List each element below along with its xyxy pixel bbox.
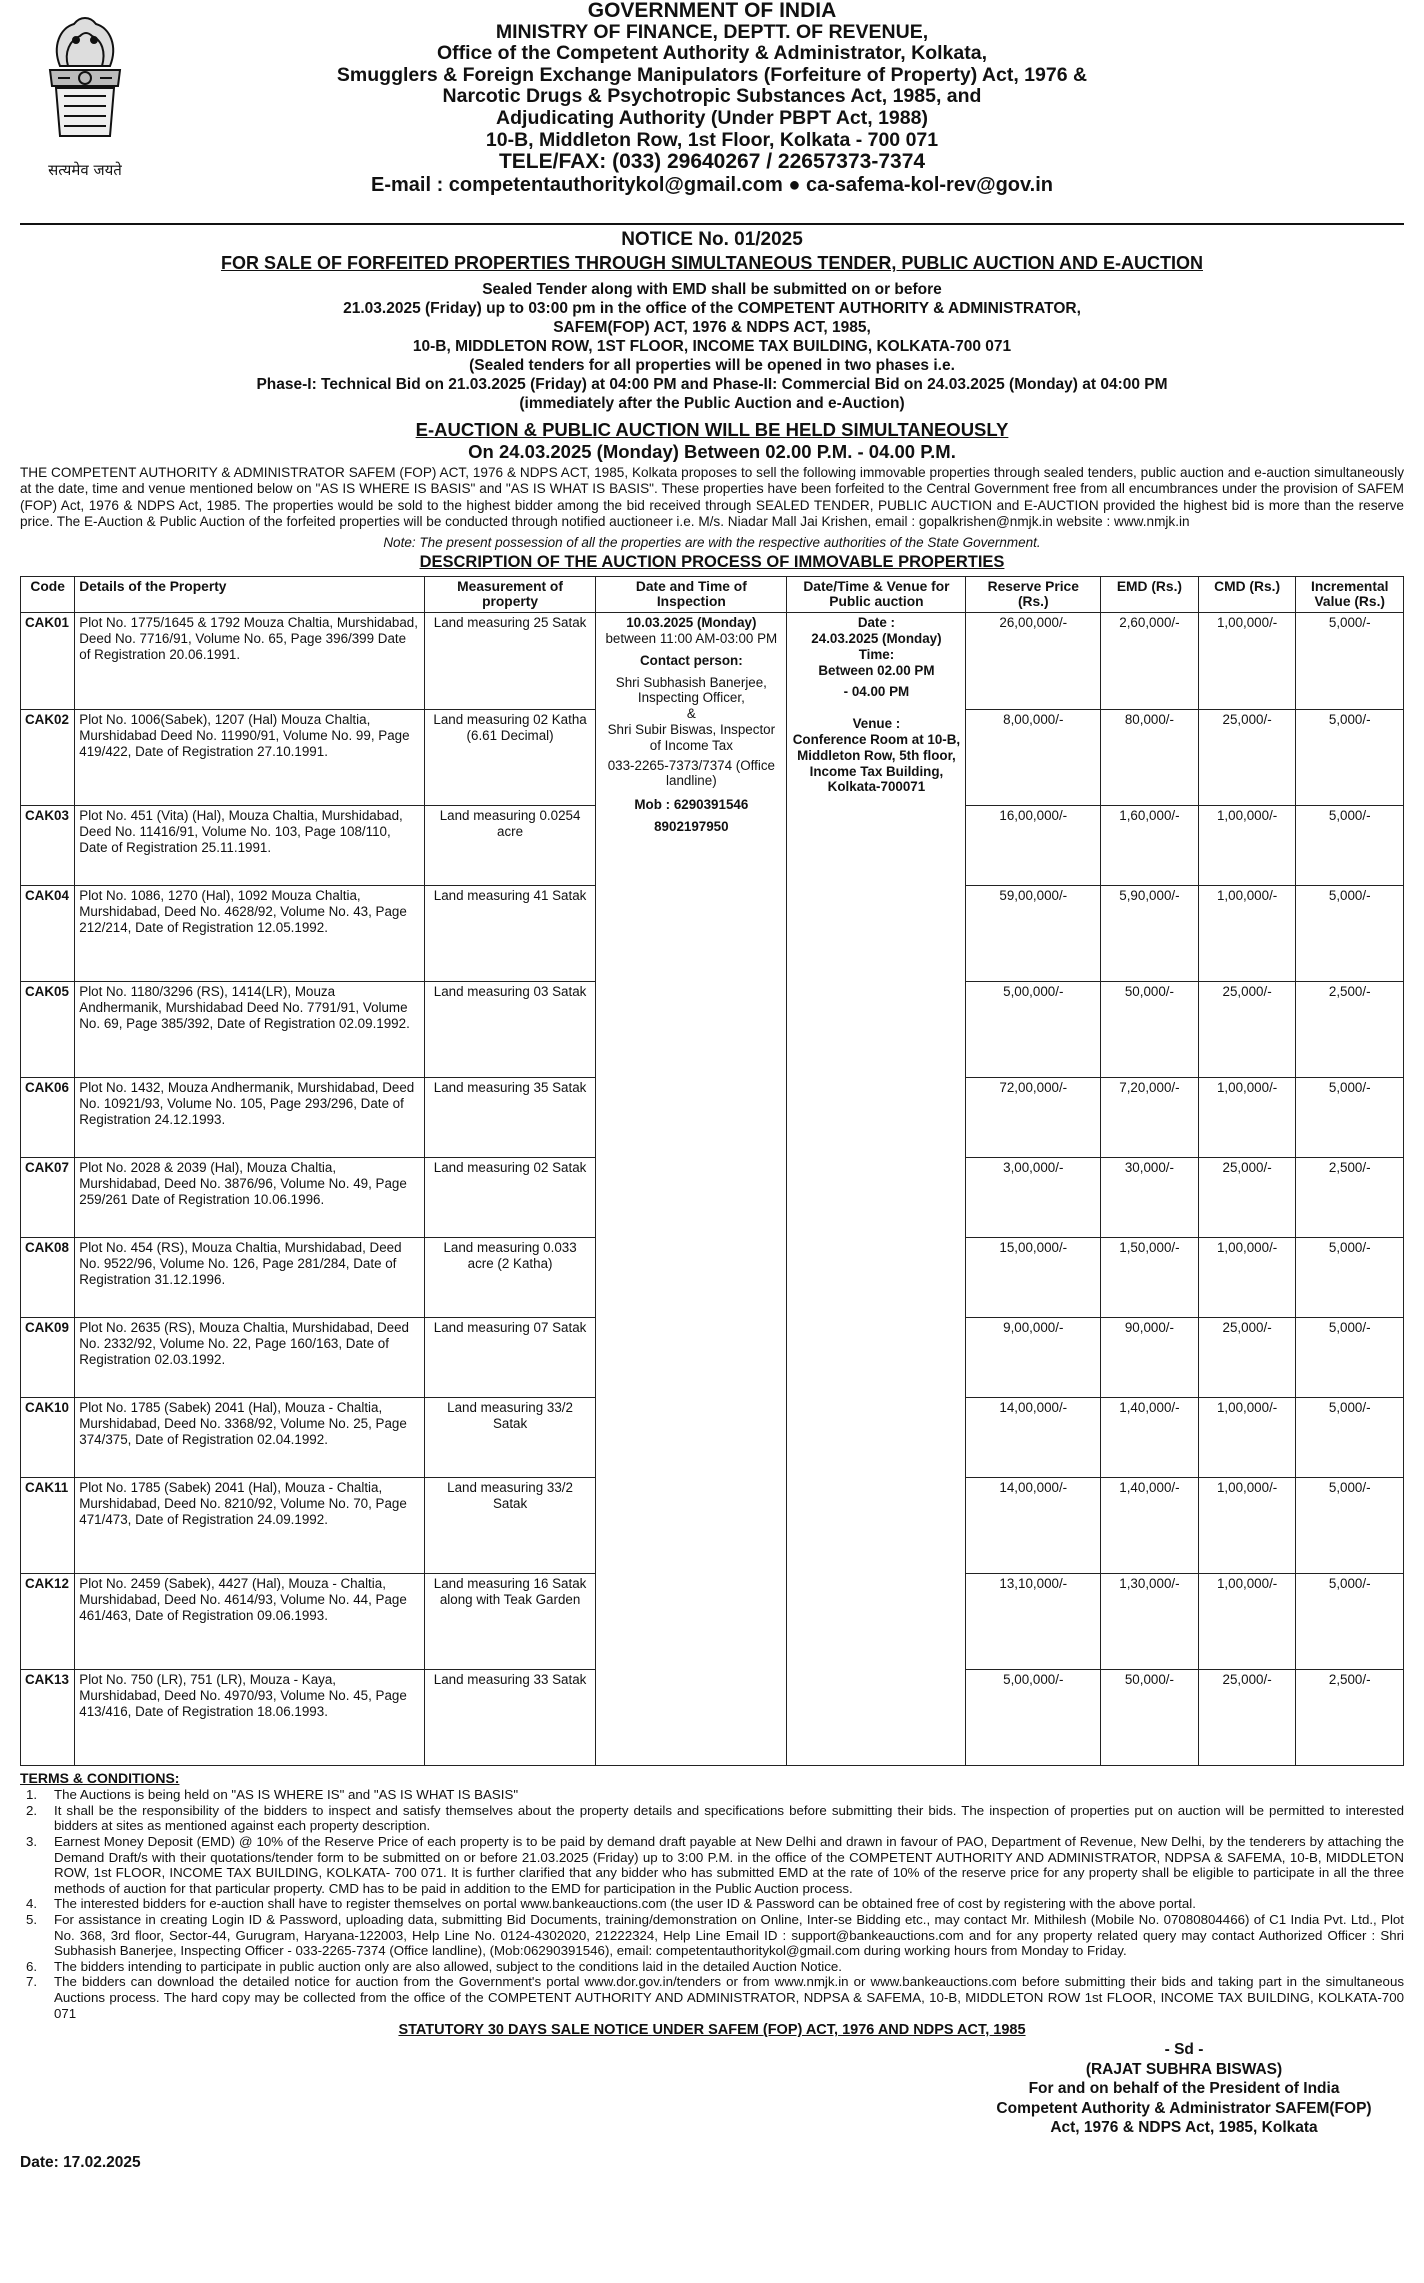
property-code: CAK13 bbox=[21, 1670, 75, 1766]
property-details: Plot No. 1086, 1270 (Hal), 1092 Mouza Chaltia, Murshidabad, Deed No. 4628/92, Volume No. 43, Page 212/214, Date of Registration 12.05.1992. bbox=[75, 886, 425, 982]
reserve-price: 3,00,000/- bbox=[966, 1158, 1101, 1238]
reserve-price: 15,00,000/- bbox=[966, 1238, 1101, 1318]
cmd-value: 1,00,000/- bbox=[1198, 1238, 1296, 1318]
property-details: Plot No. 1432, Mouza Andhermanik, Murshidabad, Deed No. 10921/93, Volume No. 105, Page 293/296, Date of Registration 24.12.1993. bbox=[75, 1078, 425, 1158]
property-code: CAK01 bbox=[21, 613, 75, 710]
venue-address: Conference Room at 10-B, Middleton Row, 5th floor, Income Tax Building, Kolkata-700071 bbox=[792, 732, 961, 795]
list-item: 7. The bidders can download the detailed notice for auction from the Government's portal www.dor.gov.in/tenders or from www.nmjk.in or www.bankeauctions.com before submitting their bids and taking part in the simultaneous Auctions process. The hard copy may be collected from the office of the COMPETENT AUTHORITY AND ADMINISTRATOR, NDPSA & SAFEMA, 10-B, MIDDLETON ROW 1st FLOOR, INCOME TAX BUILDING, KOLKATA-700 071 bbox=[26, 1974, 1404, 2021]
tender-line: (immediately after the Public Auction and e-Auction) bbox=[519, 395, 905, 412]
reserve-price: 16,00,000/- bbox=[966, 806, 1101, 886]
signature-block bbox=[974, 2040, 1394, 2138]
header-line-1: GOVERNMENT OF INDIA bbox=[587, 0, 837, 22]
inspection-date: 10.03.2025 (Monday) bbox=[626, 615, 757, 631]
signatory-line-2: Competent Authority & Administrator SAFEM(FOP) bbox=[996, 2099, 1372, 2117]
property-details: Plot No. 1180/3296 (RS), 1414(LR), Mouza Andhermanik, Murshidabad Deed No. 7791/91, Volume No. 69, Page 385/392, Date of Registration 02.09.1992. bbox=[75, 982, 425, 1078]
inspection-cell bbox=[596, 613, 787, 1766]
incremental-value: 5,000/- bbox=[1296, 806, 1404, 886]
incremental-value: 5,000/- bbox=[1296, 1078, 1404, 1158]
emd-value: 30,000/- bbox=[1101, 1158, 1199, 1238]
property-details: Plot No. 1006(Sabek), 1207 (Hal) Mouza Chaltia, Murshidabad Deed No. 11990/91, Volume No. 99, Page 419/422, Date of Registration 27.10.1991. bbox=[75, 710, 425, 806]
property-code: CAK06 bbox=[21, 1078, 75, 1158]
cmd-value: 1,00,000/- bbox=[1198, 806, 1296, 886]
incremental-value: 5,000/- bbox=[1296, 1238, 1404, 1318]
reserve-price: 9,00,000/- bbox=[966, 1318, 1101, 1398]
venue-label: Venue : bbox=[852, 716, 901, 732]
tender-line: Sealed Tender along with EMD shall be submitted on or before bbox=[482, 281, 942, 298]
contact-mobile: Mob : 6290391546 bbox=[634, 797, 749, 813]
property-measurement: Land measuring 0.0254 acre bbox=[424, 806, 596, 886]
property-measurement: Land measuring 33/2 Satak bbox=[424, 1478, 596, 1574]
col-header: Reserve Price (Rs.) bbox=[966, 576, 1101, 613]
incremental-value: 5,000/- bbox=[1296, 1398, 1404, 1478]
property-code: CAK07 bbox=[21, 1158, 75, 1238]
letterhead bbox=[20, 0, 1404, 222]
incremental-value: 5,000/- bbox=[1296, 613, 1404, 710]
list-item: 4. The interested bidders for e-auction shall have to register themselves on portal www.bankeauctions.com (the user ID & Password can be obtained free of cost by registering with the above portal. bbox=[26, 1896, 1196, 1912]
cmd-value: 25,000/- bbox=[1198, 1318, 1296, 1398]
emd-value: 1,40,000/- bbox=[1101, 1478, 1199, 1574]
list-item: 5. For assistance in creating Login ID & Password, uploading data, submitting Bid Documents, training/demonstration on Online, Inter-se Bidding etc., may contact Mr. Mithilesh (Mobile No. 07080804466) of C1 India Pvt. Ltd., Plot No. 368, 3rd floor, Sector-44, Gurugram, Haryana-122003, Help Line No. 0124-4302020, 21222324, Help Line Email ID : support@bankeauctions.com and for any property related query may contact Authorized Officer : Shri Subhasish Banerjee, Inspecting Officer - 033-2265-7374 (Office landline), (Mob:06290391546), email: competentauthoritykol@gmail.com during working hours from Monday to Friday. bbox=[26, 1911, 1404, 1959]
header-line-4: Smugglers & Foreign Exchange Manipulators (Forfeiture of Property) Act, 1976 & bbox=[336, 63, 1088, 86]
terms-list bbox=[20, 1787, 1404, 2021]
property-details: Plot No. 1785 (Sabek) 2041 (Hal), Mouza - Chaltia, Murshidabad, Deed No. 3368/92, Volume No. 25, Page 374/375, Date of Registration 02.04.1992. bbox=[75, 1398, 425, 1478]
header-line-7: 10-B, Middleton Row, 1st Floor, Kolkata - 700 071 bbox=[485, 128, 939, 151]
tender-details bbox=[20, 280, 1404, 413]
property-measurement: Land measuring 02 Katha (6.61 Decimal) bbox=[424, 710, 596, 806]
property-measurement: Land measuring 0.033 acre (2 Katha) bbox=[424, 1238, 596, 1318]
table-row bbox=[21, 613, 1404, 710]
reserve-price: 13,10,000/- bbox=[966, 1574, 1101, 1670]
list-item: 6. The bidders intending to participate in public auction only are also allowed, subject to the conditions laid in the detailed Auction Notice. bbox=[26, 1958, 842, 1974]
contact-amp: & bbox=[686, 706, 696, 722]
contact-person-1: Shri Subhasish Banerjee, Inspecting Officer, bbox=[615, 674, 767, 706]
incremental-value: 5,000/- bbox=[1296, 1478, 1404, 1574]
signatory-line-3: Act, 1976 & NDPS Act, 1985, Kolkata bbox=[1050, 2119, 1318, 2137]
reserve-price: 5,00,000/- bbox=[966, 1670, 1101, 1766]
signatory-name: (RAJAT SUBHRA BISWAS) bbox=[1085, 2060, 1283, 2078]
venue-cell bbox=[787, 613, 966, 1766]
property-code: CAK03 bbox=[21, 806, 75, 886]
venue-time-2: - 04.00 PM bbox=[843, 684, 910, 700]
property-code: CAK08 bbox=[21, 1238, 75, 1318]
col-header: EMD (Rs.) bbox=[1101, 576, 1199, 613]
tender-line: Phase-I: Technical Bid on 21.03.2025 (Friday) at 04:00 PM and Phase-II: Commercial Bid on 24.03.2025 (Monday) at 04:00 PM bbox=[256, 376, 1168, 393]
incremental-value: 5,000/- bbox=[1296, 1318, 1404, 1398]
header-line-2: MINISTRY OF FINANCE, DEPTT. OF REVENUE, bbox=[495, 20, 929, 43]
auction-heading: E-AUCTION & PUBLIC AUCTION WILL BE HELD SIMULTANEOUSLY bbox=[415, 419, 1009, 440]
venue-time: Between 02.00 PM bbox=[818, 662, 935, 678]
reserve-price: 8,00,000/- bbox=[966, 710, 1101, 806]
reserve-price: 72,00,000/- bbox=[966, 1078, 1101, 1158]
cmd-value: 25,000/- bbox=[1198, 710, 1296, 806]
header-line-8: TELE/FAX: (033) 29640267 / 22657373-7374 bbox=[498, 150, 926, 174]
statutory-notice: STATUTORY 30 DAYS SALE NOTICE UNDER SAFEM (FOP) ACT, 1976 AND NDPS ACT, 1985 bbox=[398, 2022, 1026, 2039]
property-measurement: Land measuring 03 Satak bbox=[424, 982, 596, 1078]
contact-mobile-2: 8902197950 bbox=[654, 818, 729, 834]
emd-value: 50,000/- bbox=[1101, 982, 1199, 1078]
property-table bbox=[20, 576, 1404, 1767]
header-line-5: Narcotic Drugs & Psychotropic Substances Act, 1985, and bbox=[442, 85, 982, 108]
emd-value: 1,40,000/- bbox=[1101, 1398, 1199, 1478]
emd-value: 50,000/- bbox=[1101, 1670, 1199, 1766]
property-details: Plot No. 1775/1645 & 1792 Mouza Chaltia, Murshidabad, Deed No. 7716/91, Volume No. 65, Page 396/399 Date of Registration 20.06.1991. bbox=[75, 613, 425, 710]
cmd-value: 1,00,000/- bbox=[1198, 886, 1296, 982]
emd-value: 5,90,000/- bbox=[1101, 886, 1199, 982]
cmd-value: 25,000/- bbox=[1198, 982, 1296, 1078]
contact-person-2: Shri Subir Biswas, Inspector of Income Tax bbox=[607, 722, 776, 753]
list-item: 1. The Auctions is being held on "AS IS WHERE IS" and "AS IS WHAT IS BASIS" bbox=[26, 1787, 519, 1803]
table-heading: DESCRIPTION OF THE AUCTION PROCESS OF IMMOVABLE PROPERTIES bbox=[419, 552, 1005, 571]
list-item: 3. Earnest Money Deposit (EMD) @ 10% of the Reserve Price of each property is to be paid by demand draft payable at New Delhi and drawn in favour of PAO, Department of Revenue, New Delhi, by the tenderers by attaching the Demand Draft/s with their quotations/tender form to be submitted on or before 21.03.2025 (Friday) up to 3:00 P.M. in the office of the COMPETENT AUTHORITY AND ADMINISTRATOR, NDPSA & SAFEMA, 10-B, MIDDLETON ROW, 1st FLOOR, INCOME TAX BUILDING, KOLKATA- 700 071. It is further clarified that any bidder who has submitted EMD at the rate of 10% of the reserve price for any property shall be eligible to participate in all the three methods of auction for that particular property. CMD has to be paid in addition to the EMD for participation in the Public Auction process. bbox=[26, 1834, 1404, 1896]
col-header: Date/Time & Venue for Public auction bbox=[787, 576, 966, 613]
property-measurement: Land measuring 16 Satak along with Teak Garden bbox=[424, 1574, 596, 1670]
incremental-value: 5,000/- bbox=[1296, 1574, 1404, 1670]
signatory-line-1: For and on behalf of the President of India bbox=[1028, 2080, 1340, 2098]
property-measurement: Land measuring 41 Satak bbox=[424, 886, 596, 982]
reserve-price: 14,00,000/- bbox=[966, 1478, 1101, 1574]
terms-heading: TERMS & CONDITIONS: bbox=[20, 1770, 180, 1787]
notice-subject: FOR SALE OF FORFEITED PROPERTIES THROUGH SIMULTANEOUS TENDER, PUBLIC AUCTION AND E-AUCTION bbox=[220, 253, 1203, 273]
cmd-value: 1,00,000/- bbox=[1198, 613, 1296, 710]
property-details: Plot No. 451 (Vita) (Hal), Mouza Chaltia, Murshidabad, Deed No. 11416/91, Volume No. 103, Page 108/110, Date of Registration 25.11.1991. bbox=[75, 806, 425, 886]
emd-value: 1,30,000/- bbox=[1101, 1574, 1199, 1670]
incremental-value: 5,000/- bbox=[1296, 886, 1404, 982]
cmd-value: 1,00,000/- bbox=[1198, 1398, 1296, 1478]
col-header: Code bbox=[21, 576, 75, 613]
possession-note: Note: The present possession of all the properties are with the respective authorities of the State Government. bbox=[383, 534, 1041, 550]
list-item: 2. It shall be the responsibility of the bidders to inspect and satisfy themselves about the property details and specifications before submitting their bids. The inspection of properties put on auction will be permitted to interested bidders at sites as mentioned against each property description. bbox=[26, 1802, 1404, 1834]
venue-date-label: Date : bbox=[857, 615, 896, 631]
emd-value: 7,20,000/- bbox=[1101, 1078, 1199, 1158]
emblem-motto: सत्यमेव जयते bbox=[48, 161, 122, 179]
property-measurement: Land measuring 25 Satak bbox=[424, 613, 596, 710]
col-header: Details of the Property bbox=[75, 576, 425, 613]
emd-value: 1,50,000/- bbox=[1101, 1238, 1199, 1318]
table-header-row bbox=[21, 576, 1404, 613]
footer bbox=[20, 2038, 1404, 2178]
property-measurement: Land measuring 33 Satak bbox=[424, 1670, 596, 1766]
incremental-value: 2,500/- bbox=[1296, 1158, 1404, 1238]
property-code: CAK09 bbox=[21, 1318, 75, 1398]
header-line-3: Office of the Competent Authority & Administrator, Kolkata, bbox=[436, 42, 987, 65]
reserve-price: 59,00,000/- bbox=[966, 886, 1101, 982]
cmd-value: 1,00,000/- bbox=[1198, 1078, 1296, 1158]
reserve-price: 14,00,000/- bbox=[966, 1398, 1101, 1478]
tender-line: 10-B, MIDDLETON ROW, 1ST FLOOR, INCOME TAX BUILDING, KOLKATA-700 071 bbox=[412, 338, 1012, 355]
property-details: Plot No. 750 (LR), 751 (LR), Mouza - Kaya, Murshidabad, Deed No. 4970/93, Volume No. 45, Page 413/416, Date of Registration 18.06.1993. bbox=[75, 1670, 425, 1766]
property-code: CAK04 bbox=[21, 886, 75, 982]
property-measurement: Land measuring 07 Satak bbox=[424, 1318, 596, 1398]
tender-line: 21.03.2025 (Friday) up to 03:00 pm in the office of the COMPETENT AUTHORITY & ADMINISTRATOR, bbox=[343, 300, 1081, 317]
col-header: Date and Time of Inspection bbox=[596, 576, 787, 613]
property-measurement: Land measuring 02 Satak bbox=[424, 1158, 596, 1238]
reserve-price: 26,00,000/- bbox=[966, 613, 1101, 710]
header-divider bbox=[20, 223, 1404, 225]
property-measurement: Land measuring 35 Satak bbox=[424, 1078, 596, 1158]
incremental-value: 5,000/- bbox=[1296, 710, 1404, 806]
property-measurement: Land measuring 33/2 Satak bbox=[424, 1398, 596, 1478]
intro-paragraph: THE COMPETENT AUTHORITY & ADMINISTRATOR SAFEM (FOP) ACT, 1976 & NDPS ACT, 1985, Kolkata proposes to sell the following immovable properties through sealed tenders, public auction and e-auction simultaneously at the date, time and venue mentioned below on "AS IS WHERE IS BASIS" and "AS IS WHAT IS BASIS". These properties have been forfeited to the Central Government free from all encumbrances under the provision of SAFEM (FOP) Act, 1976 & NDPS Act, 1985. The properties would be sold to the highest bidder among the bid received through SEALED TENDER, PUBLIC AUCTION and E-AUCTION provided the highest bid is more than the reserve price. The E-Auction & Public Auction of the forfeited properties will be conducted through notified auctioneer i.e. M/s. Niadar Mall Jai Krishen, email : gopalkrishen@nmjk.in website : www.nmjk.in bbox=[20, 465, 1404, 530]
property-code: CAK11 bbox=[21, 1478, 75, 1574]
emd-value: 90,000/- bbox=[1101, 1318, 1199, 1398]
cmd-value: 25,000/- bbox=[1198, 1670, 1296, 1766]
venue-date: 24.03.2025 (Monday) bbox=[811, 631, 942, 647]
incremental-value: 2,500/- bbox=[1296, 982, 1404, 1078]
cmd-value: 25,000/- bbox=[1198, 1158, 1296, 1238]
property-code: CAK02 bbox=[21, 710, 75, 806]
cmd-value: 1,00,000/- bbox=[1198, 1574, 1296, 1670]
col-header: Incremental Value (Rs.) bbox=[1296, 576, 1404, 613]
header-line-6: Adjudicating Authority (Under PBPT Act, 1988) bbox=[496, 106, 928, 129]
emd-value: 1,60,000/- bbox=[1101, 806, 1199, 886]
emd-value: 2,60,000/- bbox=[1101, 613, 1199, 710]
notice-number: NOTICE No. 01/2025 bbox=[621, 229, 803, 250]
property-details: Plot No. 2635 (RS), Mouza Chaltia, Murshidabad, Deed No. 2332/92, Volume No. 22, Page 160/163, Date of Registration 02.03.1992. bbox=[75, 1318, 425, 1398]
property-details: Plot No. 2028 & 2039 (Hal), Mouza Chaltia, Murshidabad, Deed No. 3876/96, Volume No. 49, Page 259/261 Date of Registration 10.06.1996. bbox=[75, 1158, 425, 1238]
col-header: CMD (Rs.) bbox=[1198, 576, 1296, 613]
tender-line: (Sealed tenders for all properties will be opened in two phases i.e. bbox=[469, 357, 955, 374]
cmd-value: 1,00,000/- bbox=[1198, 1478, 1296, 1574]
property-code: CAK12 bbox=[21, 1574, 75, 1670]
notice-date: Date: 17.02.2025 bbox=[20, 2154, 141, 2172]
emd-value: 80,000/- bbox=[1101, 710, 1199, 806]
property-details: Plot No. 1785 (Sabek) 2041 (Hal), Mouza - Chaltia, Murshidabad, Deed No. 8210/92, Volume No. 70, Page 471/473, Date of Registration 24.09.1992. bbox=[75, 1478, 425, 1574]
reserve-price: 5,00,000/- bbox=[966, 982, 1101, 1078]
inspection-time: between 11:00 AM-03:00 PM bbox=[605, 631, 778, 647]
tender-line: SAFEM(FOP) ACT, 1976 & NDPS ACT, 1985, bbox=[553, 319, 871, 336]
contact-label: Contact person: bbox=[640, 652, 743, 668]
property-details: Plot No. 454 (RS), Mouza Chaltia, Murshidabad, Deed No. 9522/96, Volume No. 126, Page 281/284, Date of Registration 31.12.1996. bbox=[75, 1238, 425, 1318]
signature-sd: - Sd - bbox=[1164, 2041, 1204, 2059]
col-header: Measurement of property bbox=[424, 576, 596, 613]
venue-time-label: Time: bbox=[858, 646, 895, 662]
property-details: Plot No. 2459 (Sabek), 4427 (Hal), Mouza - Chaltia, Murshidabad, Deed No. 4614/93, Volume No. 44, Page 461/463, Date of Registration 09.06.1993. bbox=[75, 1574, 425, 1670]
header-email: E-mail : competentauthoritykol@gmail.com ● ca-safema-kol-rev@gov.in bbox=[371, 173, 1053, 196]
contact-phone: 033-2265-7373/7374 (Office landline) bbox=[607, 757, 775, 789]
property-code: CAK05 bbox=[21, 982, 75, 1078]
auction-time: On 24.03.2025 (Monday) Between 02.00 P.M. - 04.00 P.M. bbox=[468, 441, 956, 462]
incremental-value: 2,500/- bbox=[1296, 1670, 1404, 1766]
property-code: CAK10 bbox=[21, 1398, 75, 1478]
